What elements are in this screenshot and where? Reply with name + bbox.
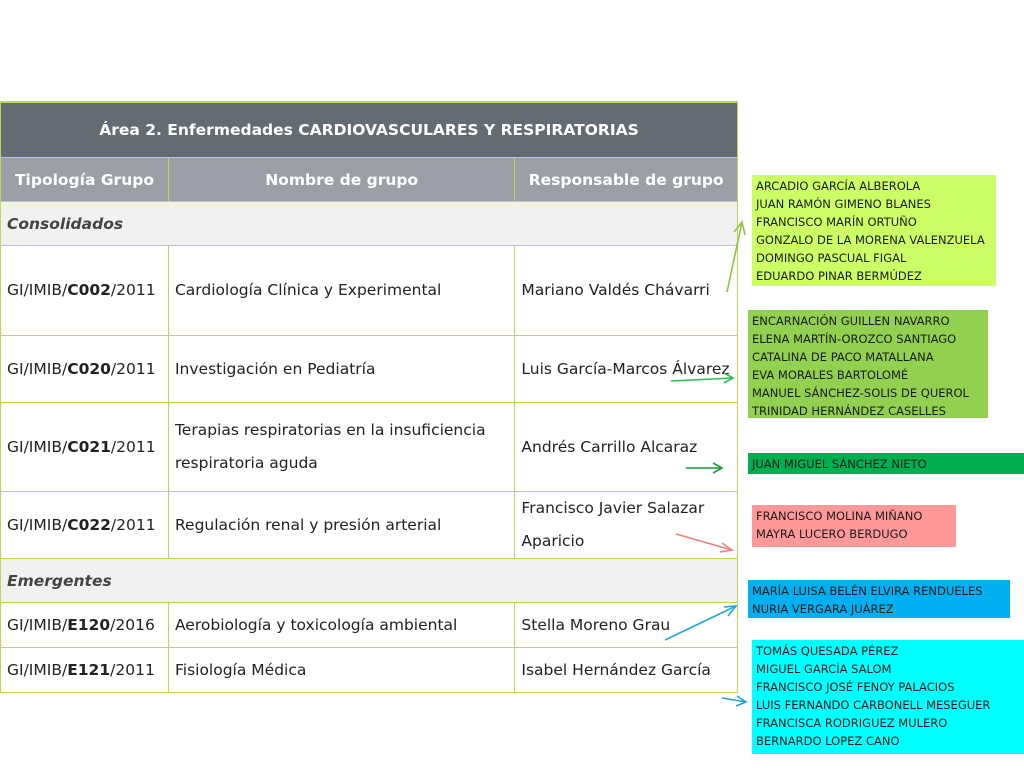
group-code: GI/IMIB/C022/2011 xyxy=(1,492,169,559)
group-code: GI/IMIB/C021/2011 xyxy=(1,403,169,492)
table-row xyxy=(1,403,738,492)
group-code: GI/IMIB/E121/2011 xyxy=(1,648,169,693)
header-nombre: Nombre de grupo xyxy=(168,158,514,202)
member-name: MANUEL SÁNCHEZ-SOLIS DE QUEROL xyxy=(752,386,969,400)
members-box-c022 xyxy=(752,505,956,547)
member-name: ARCADIO GARCÍA ALBEROLA xyxy=(756,179,921,193)
member-name: FRANCISCA RODRIGUEZ MULERO xyxy=(756,716,948,730)
member-name: JUAN MIGUEL SÁNCHEZ NIETO xyxy=(752,457,927,471)
group-code: GI/IMIB/C002/2011 xyxy=(1,246,169,336)
member-name: ELENA MARTÍN-OROZCO SANTIAGO xyxy=(752,332,957,346)
members-box-e121 xyxy=(752,640,1024,754)
arrow-icon xyxy=(722,696,746,706)
members-box-c020 xyxy=(748,310,988,418)
group-responsible: Mariano Valdés Chávarri xyxy=(515,246,738,336)
table-title: Área 2. Enfermedades CARDIOVASCULARES Y RESPIRATORIAS xyxy=(1,102,738,158)
group-name: Investigación en Pediatría xyxy=(168,336,514,403)
member-name: BERNARDO LOPEZ CANO xyxy=(756,734,900,748)
member-name: FRANCISCO MOLINA MIÑANO xyxy=(756,509,923,523)
member-name: EVA MORALES BARTOLOMÉ xyxy=(752,368,909,382)
members-box-c021 xyxy=(748,453,1024,474)
member-name: GONZALO DE LA MORENA VALENZUELA xyxy=(756,233,985,247)
group-name: Aerobiología y toxicología ambiental xyxy=(168,603,514,648)
header-tipologia: Tipología Grupo xyxy=(1,158,169,202)
table-row xyxy=(1,648,738,693)
group-code: GI/IMIB/E120/2016 xyxy=(1,603,169,648)
group-name: Cardiología Clínica y Experimental xyxy=(168,246,514,336)
member-name: MAYRA LUCERO BERDUGO xyxy=(756,527,908,541)
member-name: JUAN RAMÓN GIMENO BLANES xyxy=(756,197,931,211)
group-responsible: Francisco Javier Salazar Aparicio xyxy=(515,492,738,559)
group-name: Fisiología Médica xyxy=(168,648,514,693)
section-consolidados: Consolidados xyxy=(1,202,738,246)
group-name: Regulación renal y presión arterial xyxy=(168,492,514,559)
header-responsable: Responsable de grupo xyxy=(515,158,738,202)
group-name: Terapias respiratorias en la insuficiencia respiratoria aguda xyxy=(168,403,514,492)
group-responsible: Luis García-Marcos Álvarez xyxy=(515,336,738,403)
group-responsible: Isabel Hernández García xyxy=(515,648,738,693)
member-name: ENCARNACIÓN GUILLEN NAVARRO xyxy=(752,314,950,328)
table-row xyxy=(1,246,738,336)
member-name: LUIS FERNANDO CARBONELL MESEGUER xyxy=(756,698,991,712)
member-name: MIGUEL GARCÍA SALOM xyxy=(756,662,892,676)
member-name: DOMINGO PASCUAL FIGAL xyxy=(756,251,907,265)
member-name: TRINIDAD HERNÁNDEZ CASELLES xyxy=(752,404,946,418)
members-box-c002 xyxy=(752,175,996,286)
member-name: TOMÁS QUESADA PÉREZ xyxy=(756,644,899,658)
members-box-e120 xyxy=(748,580,1010,618)
member-name: CATALINA DE PACO MATALLANA xyxy=(752,350,934,364)
member-name: EDUARDO PINAR BERMÚDEZ xyxy=(756,269,922,283)
table-row xyxy=(1,336,738,403)
member-name: MARÍA LUISA BELÉN ELVIRA RENDUELES xyxy=(752,584,983,598)
table-row xyxy=(1,492,738,559)
group-responsible: Stella Moreno Grau xyxy=(515,603,738,648)
member-name: NURIA VERGARA JUÁREZ xyxy=(752,602,894,616)
member-name: FRANCISCO JOSÉ FENOY PALACIOS xyxy=(756,680,955,694)
group-code: GI/IMIB/C020/2011 xyxy=(1,336,169,403)
table-row xyxy=(1,603,738,648)
member-name: FRANCISCO MARÍN ORTUÑO xyxy=(756,215,917,229)
research-groups-table xyxy=(0,101,738,693)
section-emergentes: Emergentes xyxy=(1,559,738,603)
group-responsible: Andrés Carrillo Alcaraz xyxy=(515,403,738,492)
